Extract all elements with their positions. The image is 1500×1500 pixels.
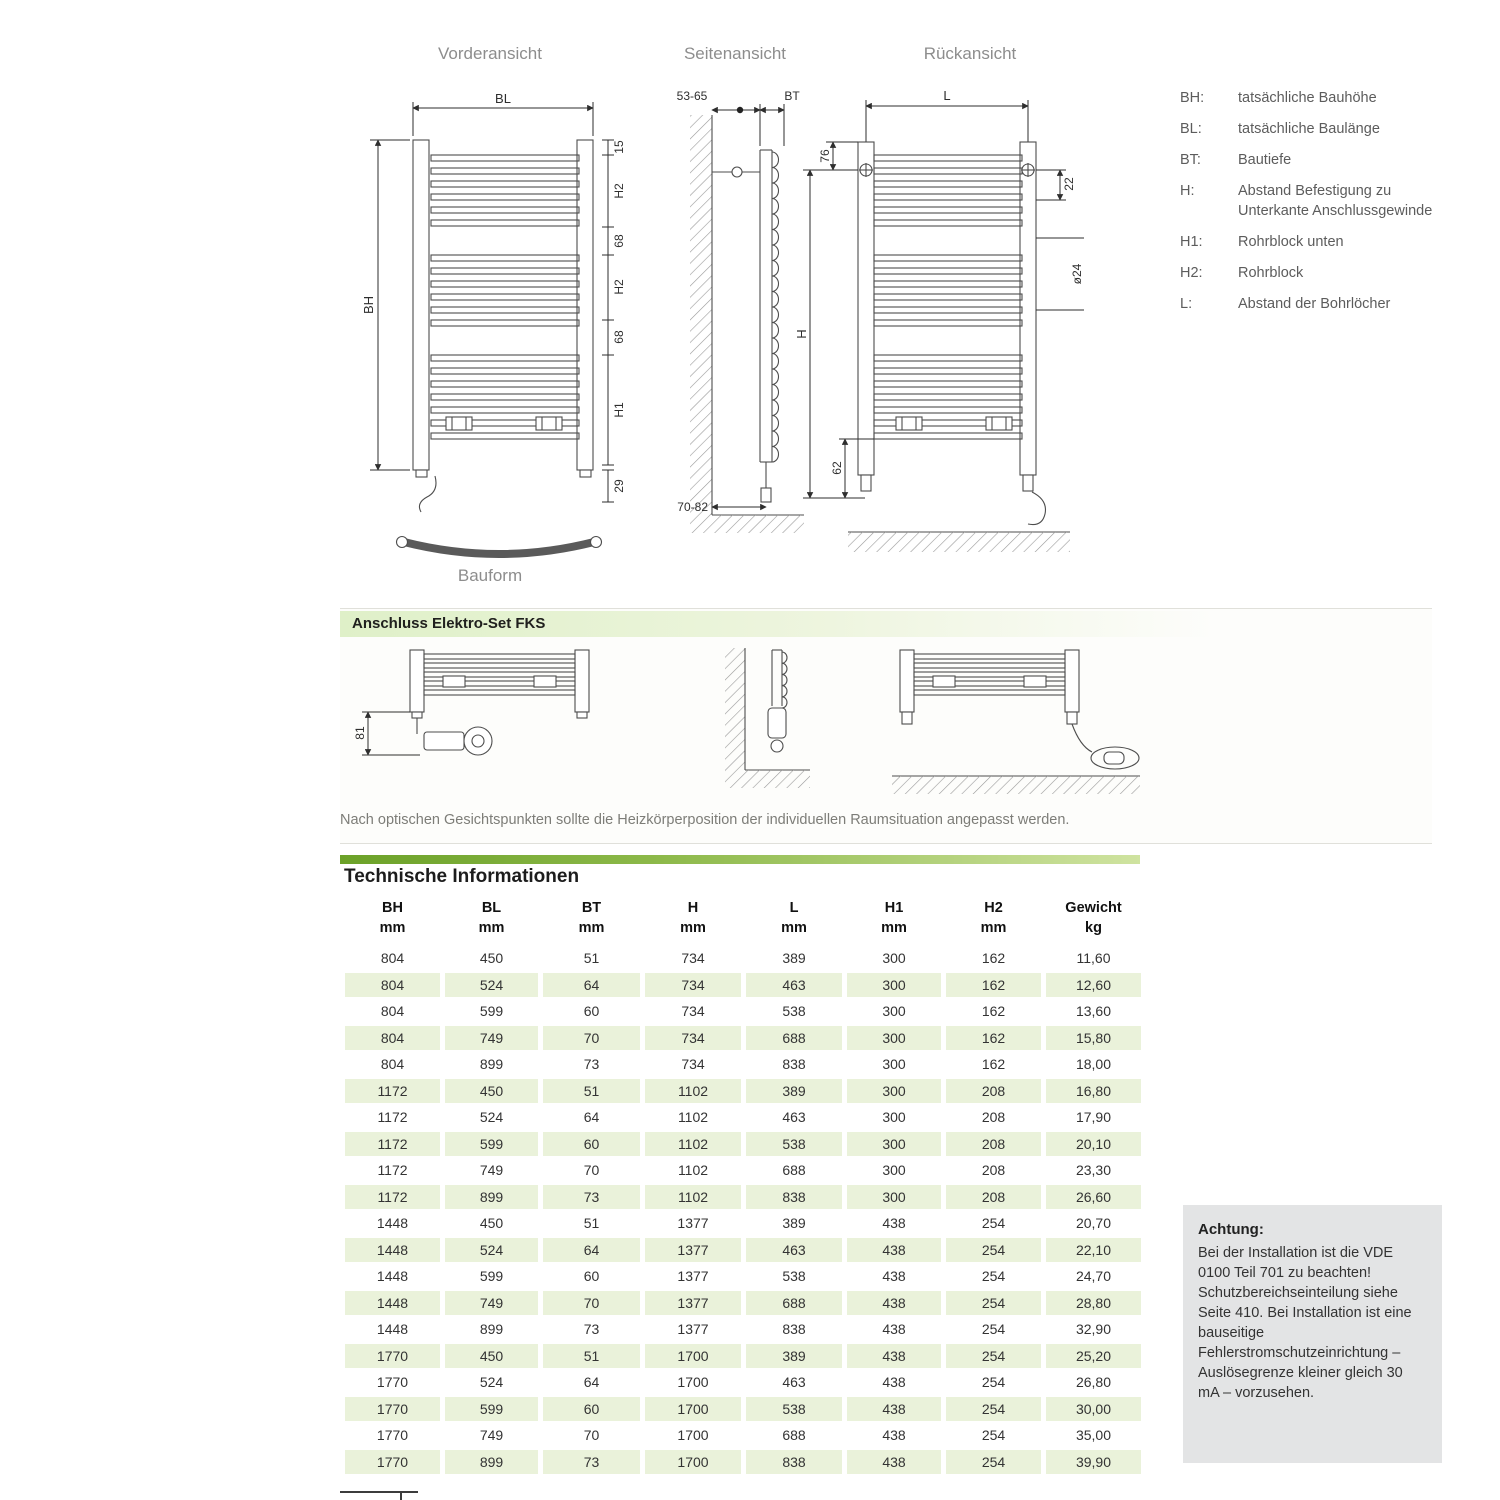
- table-cell: 162: [946, 1026, 1041, 1051]
- table-cell: 734: [681, 950, 705, 966]
- table-row: [345, 1105, 1141, 1130]
- column-unit: mm: [478, 920, 505, 936]
- table-cell: 60: [583, 1268, 600, 1284]
- element-knob-icon: [771, 740, 783, 752]
- table-cell: 208: [981, 1109, 1006, 1125]
- table-cell: 899: [445, 1185, 538, 1210]
- table-row: [345, 1079, 1141, 1104]
- table-cell: 73: [543, 1185, 640, 1210]
- table-cell: 1770: [376, 1427, 409, 1443]
- cable-icon: [1072, 724, 1092, 752]
- table-row: [345, 1317, 1141, 1342]
- technical-drawing: [340, 70, 1150, 605]
- table-cell: 1172: [345, 1185, 440, 1210]
- table-cell: 438: [847, 1397, 941, 1422]
- dim-label-29: 29: [612, 479, 626, 493]
- column-header: BH: [382, 900, 403, 916]
- table-cell: 438: [882, 1321, 906, 1337]
- table-cell: 1102: [677, 1162, 709, 1178]
- table-cell: 51: [543, 1344, 640, 1369]
- table-cell: 450: [479, 950, 504, 966]
- table-cell: 300: [847, 1026, 941, 1051]
- legend-item: [1180, 232, 1442, 252]
- table-cell: 838: [782, 1056, 806, 1072]
- table-cell: 463: [746, 1238, 842, 1263]
- legend-item: [1180, 150, 1442, 170]
- table-cell: 162: [981, 1056, 1006, 1072]
- dim-label-wall-distance: 53-65: [676, 89, 708, 103]
- table-cell: 524: [445, 1238, 538, 1263]
- table-cell: 162: [981, 1003, 1006, 1019]
- column-unit: mm: [980, 920, 1007, 936]
- table-cell: 70: [543, 1291, 640, 1316]
- table-cell: 389: [746, 1344, 842, 1369]
- dim-label-floor-distance: 70-82: [677, 500, 708, 514]
- bauform-drawing: [397, 537, 602, 555]
- table-cell: 70: [543, 1026, 640, 1051]
- table-cell: 538: [746, 1132, 842, 1157]
- table-cell: 300: [882, 1003, 906, 1019]
- warning-text: Bei der Installation ist die VDE 0100 Teil 701 zu beachten! Schutzbereichseinteilung siehe Seite 410. Bei Installation ist eine bauseitige Fehlerstromschutzeinrichtung – Auslösegrenze kleiner gleich 30 mA – vorzusehen.: [1198, 1245, 1412, 1401]
- elektro-set-drawing: [340, 646, 1150, 811]
- table-cell: 734: [645, 1026, 741, 1051]
- table-cell: 1448: [345, 1291, 440, 1316]
- dim-label-15: 15: [612, 140, 626, 154]
- table-cell: 24,70: [1075, 1268, 1112, 1284]
- table-row: [345, 1450, 1141, 1475]
- table-cell: 35,00: [1075, 1427, 1112, 1443]
- table-cell: 438: [882, 1215, 906, 1231]
- table-cell: 26,80: [1075, 1374, 1112, 1390]
- table-cell: 1102: [645, 1079, 741, 1104]
- table-cell: 1102: [677, 1109, 709, 1125]
- table-cell: 300: [847, 973, 941, 998]
- table-cell: 60: [583, 1003, 600, 1019]
- table-cell: 1448: [376, 1321, 409, 1337]
- table-cell: 300: [882, 1109, 906, 1125]
- elektro-rear-detail: [892, 650, 1140, 794]
- table-cell: 300: [847, 1185, 941, 1210]
- dim-label-68-upper: 68: [612, 234, 626, 248]
- table-row: [345, 1397, 1141, 1422]
- dim-label-81: 81: [353, 726, 367, 740]
- table-cell: 23,30: [1075, 1162, 1112, 1178]
- table-cell: 463: [746, 973, 842, 998]
- table-cell: 1770: [345, 1397, 440, 1422]
- legend-item: [1180, 181, 1442, 221]
- table-cell: 804: [380, 950, 405, 966]
- column-header: H: [687, 900, 699, 916]
- wall-hatch: [690, 115, 712, 533]
- table-cell: 11,60: [1076, 950, 1111, 966]
- elektro-set-header: Anschluss Elektro-Set FKS: [340, 611, 1432, 637]
- column-unit: mm: [578, 920, 605, 936]
- table-cell: 1448: [345, 1238, 440, 1263]
- dim-label-l: L: [943, 88, 951, 103]
- legend-key: BH:: [1180, 90, 1205, 106]
- table-cell: 524: [479, 1109, 504, 1125]
- table-cell: 51: [583, 950, 600, 966]
- table-cell: 524: [479, 1374, 504, 1390]
- table-cell: 60: [543, 1397, 640, 1422]
- table-cell: 1700: [677, 1427, 709, 1443]
- table-cell: 1102: [645, 1132, 741, 1157]
- table-cell: 389: [746, 1079, 842, 1104]
- table-cell: 599: [479, 1268, 504, 1284]
- legend-key: H1:: [1180, 234, 1203, 250]
- cable-icon: [419, 476, 436, 512]
- section-accent-bar: [340, 855, 1140, 864]
- table-cell: 70: [583, 1427, 600, 1443]
- table-cell: 734: [681, 1003, 705, 1019]
- heating-element: [768, 708, 786, 738]
- table-cell: 22,10: [1046, 1238, 1141, 1263]
- elektro-set-section: [340, 608, 1432, 844]
- table-cell: 899: [479, 1056, 504, 1072]
- table-cell: 254: [946, 1397, 1041, 1422]
- table-cell: 688: [746, 1026, 842, 1051]
- table-cell: 599: [445, 1132, 538, 1157]
- table-cell: 162: [981, 950, 1006, 966]
- table-cell: 254: [946, 1344, 1041, 1369]
- floor-hatch: [712, 515, 804, 533]
- dim-label-68-lower: 68: [612, 330, 626, 344]
- table-cell: 1700: [645, 1450, 741, 1475]
- table-cell: 749: [479, 1427, 504, 1443]
- table-cell: 208: [981, 1162, 1006, 1178]
- table-cell: 389: [782, 1215, 806, 1231]
- column-header: H2: [984, 900, 1003, 916]
- side-view-title: Seitenansicht: [683, 44, 787, 63]
- table-cell: 838: [746, 1185, 842, 1210]
- table-cell: 1377: [677, 1268, 709, 1284]
- column-header: Gewicht: [1065, 900, 1122, 916]
- table-row: [345, 1185, 1141, 1210]
- table-cell: 438: [882, 1427, 906, 1443]
- legend-key: L:: [1180, 296, 1193, 312]
- table-cell: 254: [981, 1321, 1006, 1337]
- table-cell: 599: [479, 1003, 504, 1019]
- column-unit: kg: [1085, 920, 1102, 936]
- column-unit: mm: [881, 920, 907, 936]
- legend-key: H2:: [1180, 265, 1203, 281]
- table-cell: 1172: [377, 1162, 408, 1178]
- legend-key: BL:: [1180, 121, 1202, 137]
- table-cell: 30,00: [1046, 1397, 1141, 1422]
- table-cell: 438: [847, 1238, 941, 1263]
- table-cell: 438: [847, 1344, 941, 1369]
- table-cell: 254: [981, 1215, 1006, 1231]
- table-cell: 1377: [677, 1215, 709, 1231]
- table-row: [345, 973, 1141, 998]
- table-cell: 13,60: [1075, 1003, 1112, 1019]
- table-row: [345, 999, 1141, 1024]
- table-cell: 20,70: [1075, 1215, 1112, 1231]
- table-cell: 749: [445, 1291, 538, 1316]
- rear-view-title: Rückansicht: [923, 44, 1017, 63]
- table-cell: 524: [445, 973, 538, 998]
- table-cell: 749: [479, 1162, 504, 1178]
- legend-item: [1180, 119, 1442, 139]
- table-title: Technische Informationen: [344, 866, 580, 887]
- warning-title: Achtung:: [1198, 1221, 1264, 1238]
- elektro-side-detail: [725, 648, 810, 788]
- elektro-front-detail: [353, 650, 589, 755]
- position-note: Nach optischen Gesichtspunkten sollte die Heizkörperposition der individuellen Raumsituation angepasst werden.: [340, 812, 1070, 828]
- dim-label-bt: BT: [784, 89, 800, 103]
- table-header: [345, 896, 1141, 944]
- table-cell: 1377: [677, 1321, 709, 1337]
- table-cell: 463: [782, 1374, 806, 1390]
- table-row: [345, 1370, 1141, 1395]
- table-cell: 300: [847, 1079, 941, 1104]
- table-cell: 734: [681, 1056, 705, 1072]
- dim-label-62: 62: [830, 461, 844, 475]
- table-cell: 438: [847, 1450, 941, 1475]
- table-cell: 1448: [376, 1215, 409, 1231]
- dim-label-22: 22: [1062, 177, 1076, 191]
- floor-hatch: [745, 770, 810, 788]
- rear-view-drawing: [794, 88, 1084, 552]
- table-cell: 599: [445, 1397, 538, 1422]
- table-row: [345, 1211, 1141, 1236]
- table-row: [345, 946, 1141, 971]
- table-cell: 73: [543, 1450, 640, 1475]
- table-cell: 538: [782, 1268, 806, 1284]
- column-unit: mm: [379, 920, 406, 936]
- element-dial-icon: [464, 727, 492, 755]
- table-cell: 1700: [645, 1397, 741, 1422]
- mounting-screw-icon: [859, 163, 1035, 177]
- column-header: H1: [884, 900, 904, 916]
- column-header: L: [789, 900, 799, 916]
- technical-info-table: [340, 894, 1146, 1476]
- table-cell: 20,10: [1046, 1132, 1141, 1157]
- dim-label-bh: BH: [361, 295, 376, 315]
- table-cell: 1102: [645, 1185, 741, 1210]
- table-cell: 32,90: [1075, 1321, 1112, 1337]
- table-cell: 804: [345, 973, 440, 998]
- table-cell: 26,60: [1046, 1185, 1141, 1210]
- table-cell: 804: [380, 1003, 405, 1019]
- dimension-dot: [737, 107, 743, 113]
- table-cell: 12,60: [1046, 973, 1141, 998]
- legend: [1180, 88, 1442, 325]
- dim-label-h2-upper: H2: [612, 183, 626, 199]
- heating-element: [424, 732, 464, 750]
- warning-box: [1183, 1205, 1442, 1463]
- table-cell: 208: [946, 1185, 1041, 1210]
- legend-text: Rohrblock: [1238, 265, 1304, 281]
- table-cell: 688: [782, 1162, 806, 1178]
- table-row: [345, 1158, 1141, 1183]
- table-cell: 838: [746, 1450, 842, 1475]
- table-cell: 450: [479, 1215, 504, 1231]
- legend-item: [1180, 88, 1442, 108]
- table-cell: 1770: [345, 1450, 440, 1475]
- table-cell: 1172: [377, 1109, 408, 1125]
- table-cell: 438: [847, 1291, 941, 1316]
- table-cell: 899: [479, 1321, 504, 1337]
- table-cell: 51: [583, 1215, 600, 1231]
- table-cell: 28,80: [1046, 1291, 1141, 1316]
- table-cell: 538: [746, 1397, 842, 1422]
- technical-info-section: [340, 866, 1150, 1476]
- table-row: [345, 1026, 1141, 1051]
- table-cell: 208: [946, 1079, 1041, 1104]
- table-body: [345, 946, 1141, 1474]
- table-cell: 162: [946, 973, 1041, 998]
- table-cell: 1377: [645, 1291, 741, 1316]
- table-cell: 538: [782, 1003, 806, 1019]
- table-cell: 254: [946, 1450, 1041, 1475]
- front-view-drawing: [361, 91, 626, 554]
- bauform-label: Bauform: [457, 566, 523, 585]
- page-crop-artifact: [340, 1491, 418, 1493]
- table-cell: 25,20: [1046, 1344, 1141, 1369]
- table-cell: 73: [583, 1056, 600, 1072]
- dim-label-h: H: [794, 329, 809, 339]
- table-cell: 1377: [645, 1238, 741, 1263]
- table-cell: 300: [882, 950, 906, 966]
- table-cell: 64: [583, 1109, 600, 1125]
- table-cell: 450: [445, 1344, 538, 1369]
- table-cell: 254: [981, 1268, 1006, 1284]
- table-cell: 838: [782, 1321, 806, 1337]
- table-cell: 254: [981, 1427, 1006, 1443]
- table-cell: 300: [882, 1162, 906, 1178]
- table-cell: 64: [583, 1374, 600, 1390]
- table-cell: 254: [981, 1374, 1006, 1390]
- table-cell: 300: [847, 1132, 941, 1157]
- front-view-title: Vorderansicht: [438, 44, 542, 63]
- dim-label-h1: H1: [612, 402, 626, 418]
- floor-hatch: [848, 532, 1070, 552]
- dim-label-h2-mid: H2: [612, 279, 626, 295]
- column-header: BT: [581, 900, 602, 916]
- table-cell: 463: [782, 1109, 806, 1125]
- plug-icon: [1104, 752, 1124, 764]
- legend-item: [1180, 294, 1442, 314]
- table-cell: 438: [882, 1268, 906, 1284]
- table-cell: 73: [583, 1321, 600, 1337]
- table-row: [345, 1264, 1141, 1289]
- legend-text: Bautiefe: [1238, 152, 1292, 168]
- table-cell: 70: [583, 1162, 600, 1178]
- table-cell: 1770: [345, 1344, 440, 1369]
- table-cell: 51: [543, 1079, 640, 1104]
- legend-text: Abstand Befestigung zu Unterkante Anschlussgewinde: [1238, 183, 1433, 219]
- legend-key: BT:: [1180, 152, 1201, 168]
- table-row: [345, 1344, 1141, 1369]
- floor-hatch: [892, 776, 1140, 794]
- dim-label-76: 76: [818, 149, 832, 163]
- table-cell: 804: [380, 1056, 405, 1072]
- table-cell: 749: [445, 1026, 538, 1051]
- dim-label-bl: BL: [495, 91, 511, 106]
- table-cell: 1700: [645, 1344, 741, 1369]
- table-cell: 16,80: [1046, 1079, 1141, 1104]
- table-cell: 254: [946, 1291, 1041, 1316]
- table-cell: 688: [782, 1427, 806, 1443]
- table-cell: 64: [543, 1238, 640, 1263]
- table-cell: 1172: [345, 1079, 440, 1104]
- column-unit: mm: [781, 920, 807, 936]
- table-cell: 300: [882, 1056, 906, 1072]
- table-cell: 1770: [376, 1374, 409, 1390]
- legend-text: tatsächliche Bauhöhe: [1238, 90, 1377, 106]
- table-cell: 1172: [345, 1132, 440, 1157]
- legend-key: H:: [1180, 183, 1195, 199]
- cable-icon: [1028, 492, 1045, 525]
- table-row: [345, 1052, 1141, 1077]
- table-cell: 438: [882, 1374, 906, 1390]
- table-cell: 39,90: [1046, 1450, 1141, 1475]
- valve-icon: [732, 167, 742, 177]
- table-cell: 899: [445, 1450, 538, 1475]
- table-cell: 450: [445, 1079, 538, 1104]
- legend-item: [1180, 263, 1442, 283]
- mounting-bracket: [446, 417, 562, 430]
- column-unit: mm: [680, 920, 706, 936]
- table-cell: 1700: [677, 1374, 709, 1390]
- wall-hatch: [725, 648, 745, 788]
- table-cell: 64: [543, 973, 640, 998]
- table-cell: 1448: [376, 1268, 409, 1284]
- table-row: [345, 1291, 1141, 1316]
- side-view-drawing: [677, 89, 804, 533]
- table-cell: 17,90: [1075, 1109, 1112, 1125]
- page-crop-artifact: [400, 1491, 402, 1500]
- table-cell: 18,00: [1075, 1056, 1112, 1072]
- legend-text: Rohrblock unten: [1238, 234, 1344, 250]
- mounting-bracket: [896, 417, 1012, 430]
- table-cell: 804: [345, 1026, 440, 1051]
- table-row: [345, 1423, 1141, 1448]
- column-header: BL: [481, 900, 502, 916]
- table-cell: 734: [645, 973, 741, 998]
- legend-text: tatsächliche Baulänge: [1238, 121, 1380, 137]
- table-row: [345, 1132, 1141, 1157]
- table-cell: 254: [946, 1238, 1041, 1263]
- dim-label-hole-diameter: ø24: [1070, 263, 1084, 285]
- table-cell: 208: [946, 1132, 1041, 1157]
- table-cell: 15,80: [1046, 1026, 1141, 1051]
- table-cell: 60: [543, 1132, 640, 1157]
- legend-text: Abstand der Bohrlöcher: [1238, 296, 1391, 312]
- table-cell: 688: [746, 1291, 842, 1316]
- table-cell: 389: [782, 950, 806, 966]
- table-row: [345, 1238, 1141, 1263]
